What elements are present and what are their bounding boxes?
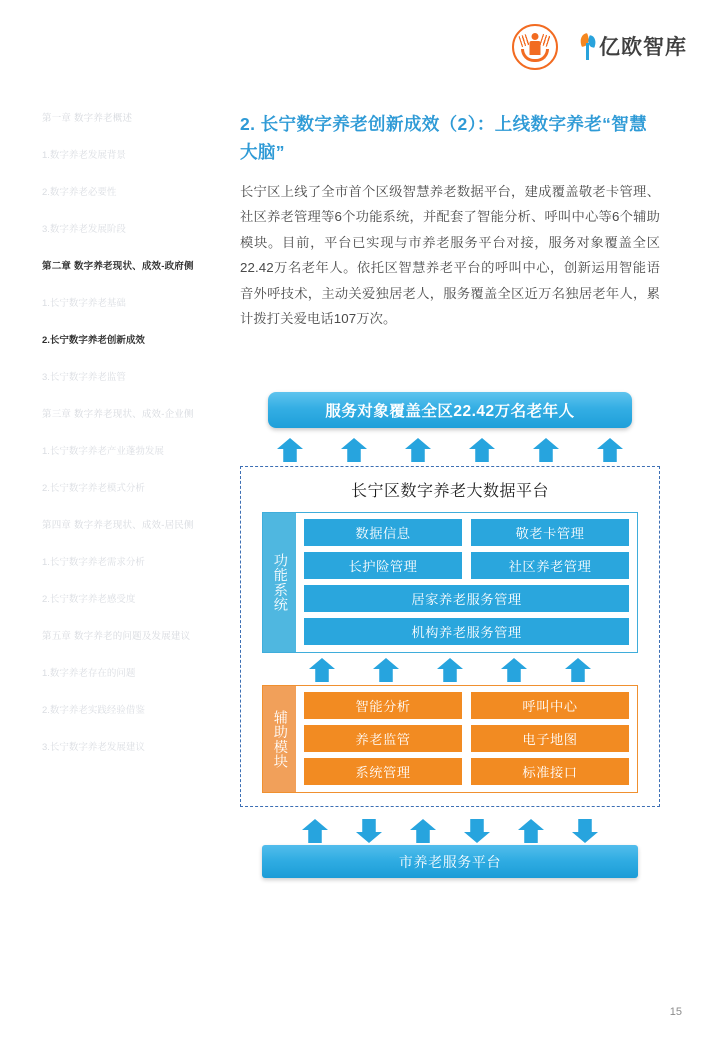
aux-row-1 — [304, 692, 629, 719]
sidebar-item-5-1[interactable]: 1.数字养老存在的问题 — [42, 667, 136, 679]
page-title: 2. 长宁数字养老创新成效（2）：上线数字养老“智慧大脑” — [240, 114, 648, 163]
sidebar-item-3-1[interactable]: 1.长宁数字养老产业蓬勃发展 — [42, 445, 164, 457]
arrow-down-icon — [464, 819, 490, 843]
sidebar-item-1-3[interactable]: 3.数字养老发展阶段 — [42, 223, 126, 235]
arrow-up-icon — [309, 658, 335, 682]
arrow-up-icon — [565, 658, 591, 682]
function-row-3 — [304, 585, 629, 612]
arrow-down-icon — [356, 819, 382, 843]
arrow-up-icon — [469, 438, 495, 462]
platform-architecture-diagram — [240, 392, 660, 878]
coverage-banner — [268, 392, 632, 428]
top-arrow-row — [240, 438, 660, 462]
brand-name: 亿欧智库 — [599, 35, 687, 59]
sprout-icon — [580, 34, 595, 60]
aux-cell-standard-interface[interactable]: 标准接口 — [471, 758, 629, 785]
arrow-down-icon — [572, 819, 598, 843]
sidebar-item-2-2[interactable]: 2.长宁数字养老创新成效 — [42, 334, 145, 346]
sprout-stem-icon — [586, 43, 589, 60]
function-cell-ltc-insurance[interactable]: 长护险管理 — [304, 552, 462, 579]
platform-container — [240, 466, 660, 807]
sidebar-item-1-2[interactable]: 2.数字养老必要性 — [42, 186, 117, 198]
auxiliary-module-tab-label: 辅助模块 — [263, 686, 296, 792]
sidebar-item-chapter-1[interactable]: 第一章 数字养老概述 — [42, 113, 133, 124]
aux-cell-care-supervision[interactable]: 养老监管 — [304, 725, 462, 752]
function-system-tab-label: 功能系统 — [263, 513, 296, 652]
arrow-up-icon — [533, 438, 559, 462]
sidebar-item-2-1[interactable]: 1.长宁数字养老基础 — [42, 297, 126, 309]
arrow-up-icon — [437, 658, 463, 682]
arrow-up-icon — [501, 658, 527, 682]
body-paragraph: 长宁区上线了全市首个区级智慧养老数据平台，建成覆盖敬老卡管理、社区养老管理等6个功能系统，并配套了智能分析、呼叫中心等6个辅助模块。目前，平台已实现与市养老服务平台对接，服务对象覆盖全区22.42万名老年人。依托区智慧养老平台的呼叫中心，创新运用智能语音外呼技术，主动关爱独居老人，服务覆盖全区近万名独居老年人，累计拨打关爱电话107万次。 — [240, 183, 660, 327]
bottom-arrow-row — [240, 819, 660, 845]
function-cell-community-care[interactable]: 社区养老管理 — [471, 552, 629, 579]
sidebar-item-5-3[interactable]: 3.长宁数字养老发展建议 — [42, 741, 145, 753]
page-number: 15 — [669, 1006, 682, 1018]
auxiliary-module-cells — [296, 686, 637, 792]
sidebar-item-chapter-4[interactable]: 第四章 数字养老现状、成效-居民侧 — [42, 519, 194, 531]
sidebar-item-chapter-2[interactable]: 第二章 数字养老现状、成效-政府侧 — [42, 260, 194, 272]
table-of-contents-sidebar — [42, 113, 218, 779]
function-cell-institution-care-service[interactable]: 机构养老服务管理 — [304, 618, 629, 645]
seal-figure-head-icon — [532, 33, 539, 40]
aux-cell-smart-analysis[interactable]: 智能分析 — [304, 692, 462, 719]
brand-block — [512, 24, 687, 70]
city-platform-banner-label: 市养老服务平台 — [398, 853, 502, 870]
seal-ray-right-icon — [540, 34, 552, 47]
sidebar-item-3-2[interactable]: 2.长宁数字养老模式分析 — [42, 482, 145, 494]
sidebar-item-chapter-5[interactable]: 第五章 数字养老的问题及发展建议 — [42, 630, 191, 642]
main-content — [240, 110, 660, 332]
aux-row-2 — [304, 725, 629, 752]
sidebar-item-4-1[interactable]: 1.长宁数字养老需求分析 — [42, 556, 145, 568]
sidebar-item-chapter-3[interactable]: 第三章 数字养老现状、成效-企业侧 — [42, 408, 194, 420]
sidebar-item-4-2[interactable]: 2.长宁数字养老感受度 — [42, 593, 136, 605]
arrow-up-icon — [302, 819, 328, 843]
arrow-up-icon — [597, 438, 623, 462]
arrow-up-icon — [410, 819, 436, 843]
city-platform-banner — [262, 845, 638, 878]
coverage-banner-label: 服务对象覆盖全区22.42万名老年人 — [325, 403, 575, 420]
aux-cell-system-management[interactable]: 系统管理 — [304, 758, 462, 785]
aux-cell-electronic-map[interactable]: 电子地图 — [471, 725, 629, 752]
sidebar-item-1-1[interactable]: 1.数字养老发展背景 — [42, 149, 126, 161]
sidebar-item-2-3[interactable]: 3.长宁数字养老监管 — [42, 371, 126, 383]
organization-seal-icon — [512, 24, 558, 70]
brand-mark — [580, 34, 687, 60]
function-cell-home-care-service[interactable]: 居家养老服务管理 — [304, 585, 629, 612]
function-system-group — [262, 512, 638, 653]
aux-row-3 — [304, 758, 629, 785]
function-system-cells — [296, 513, 637, 652]
function-cell-data-info[interactable]: 数据信息 — [304, 519, 462, 546]
function-row-1 — [304, 519, 629, 546]
arrow-up-icon — [405, 438, 431, 462]
function-row-4 — [304, 618, 629, 645]
sidebar-item-5-2[interactable]: 2.数字养老实践经验借鉴 — [42, 704, 145, 716]
arrow-up-icon — [341, 438, 367, 462]
platform-title: 长宁区数字养老大数据平台 — [350, 483, 549, 500]
arrow-up-icon — [277, 438, 303, 462]
seal-bowl-icon — [521, 49, 549, 62]
auxiliary-module-group — [262, 685, 638, 793]
function-cell-senior-card[interactable]: 敬老卡管理 — [471, 519, 629, 546]
middle-arrow-row — [255, 653, 645, 685]
aux-cell-call-center[interactable]: 呼叫中心 — [471, 692, 629, 719]
arrow-up-icon — [518, 819, 544, 843]
function-row-2 — [304, 552, 629, 579]
arrow-up-icon — [373, 658, 399, 682]
page-header — [0, 22, 720, 80]
